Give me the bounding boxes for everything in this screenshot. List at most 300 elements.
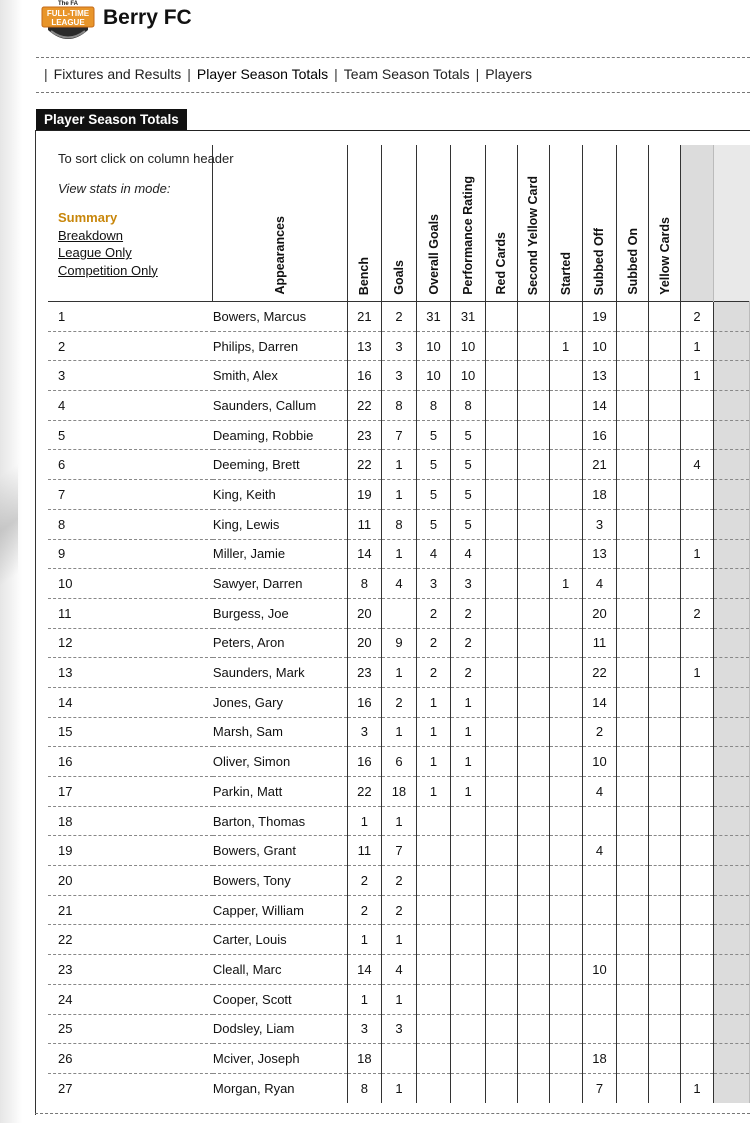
table-row [48, 331, 750, 361]
stat-cell [549, 925, 582, 955]
stat-cell: 10 [582, 955, 617, 985]
stat-cell: 2 [582, 717, 617, 747]
stat-cell: 18 [382, 777, 417, 807]
stat-cell: 1 [382, 450, 417, 480]
stat-cell [649, 480, 681, 510]
stat-cell: 3 [416, 569, 451, 599]
stat-cell: 11 [347, 836, 382, 866]
table-row [48, 658, 750, 688]
column-header-second-yellow-card[interactable] [517, 145, 549, 302]
column-header-label: Second Yellow Card [526, 175, 541, 295]
table-row [48, 777, 750, 807]
stat-cell [517, 1073, 549, 1102]
stat-cell: 2 [451, 658, 486, 688]
stat-cell [649, 1073, 681, 1102]
stat-cell: 6 [382, 747, 417, 777]
row-rank: 9 [48, 539, 213, 569]
stat-cell [649, 747, 681, 777]
column-header-performance-rating[interactable] [451, 145, 486, 302]
extra-cell [714, 984, 750, 1014]
stat-cell [680, 1014, 713, 1044]
stat-cell [649, 420, 681, 450]
fa-full-time-logo[interactable] [40, 0, 96, 46]
stat-cell [416, 984, 451, 1014]
player-name: Dodsley, Liam [213, 1014, 347, 1044]
stat-cell [617, 509, 649, 539]
stat-cell [649, 717, 681, 747]
stat-cell [485, 836, 517, 866]
column-header-subbed-on[interactable] [617, 145, 649, 302]
player-name: Morgan, Ryan [213, 1073, 347, 1102]
stat-cell [485, 302, 517, 332]
stat-cell: 3 [347, 1014, 382, 1044]
player-name: Bowers, Grant [213, 836, 347, 866]
stat-cell [485, 628, 517, 658]
stat-cell [617, 806, 649, 836]
stat-cell: 10 [416, 331, 451, 361]
column-header-bench[interactable] [347, 145, 382, 302]
stat-cell [680, 569, 713, 599]
stat-cell [451, 836, 486, 866]
nav-separator: | [44, 66, 48, 82]
stat-cell [617, 569, 649, 599]
stat-cell [549, 836, 582, 866]
stat-cell [416, 895, 451, 925]
stat-cell [549, 420, 582, 450]
column-header-subbed-off[interactable] [582, 145, 617, 302]
stat-cell [382, 1044, 417, 1074]
stat-cell [617, 628, 649, 658]
player-name: Sawyer, Darren [213, 569, 347, 599]
player-name: King, Lewis [213, 509, 347, 539]
column-header-overall-goals[interactable] [416, 145, 451, 302]
stat-cell [549, 539, 582, 569]
row-rank: 21 [48, 895, 213, 925]
stat-cell: 5 [416, 420, 451, 450]
stat-cell [485, 331, 517, 361]
row-rank: 8 [48, 509, 213, 539]
stat-cell: 5 [416, 509, 451, 539]
table-row [48, 480, 750, 510]
player-name: Parkin, Matt [213, 777, 347, 807]
stat-cell [549, 480, 582, 510]
extra-cell [714, 539, 750, 569]
logo-banner-line2: LEAGUE [51, 18, 85, 27]
logo-banner-line1: FULL-TIME [46, 9, 90, 18]
stat-cell [649, 598, 681, 628]
stat-cell: 10 [451, 361, 486, 391]
stat-cell [517, 806, 549, 836]
mode-summary[interactable]: Summary [58, 210, 118, 225]
stat-cell [485, 539, 517, 569]
player-name: Marsh, Sam [213, 717, 347, 747]
extra-cell [714, 1073, 750, 1102]
stat-cell: 8 [416, 391, 451, 421]
row-rank: 13 [48, 658, 213, 688]
table-row [48, 866, 750, 896]
nav-divider [36, 92, 750, 93]
stat-cell [485, 717, 517, 747]
table-row [48, 420, 750, 450]
column-header-label: Bench [357, 256, 372, 295]
stat-cell [649, 895, 681, 925]
extra-cell [714, 658, 750, 688]
stat-cell: 1 [416, 687, 451, 717]
table-row [48, 984, 750, 1014]
stat-cell: 2 [416, 628, 451, 658]
table-row [48, 955, 750, 985]
stat-cell [680, 984, 713, 1014]
stat-cell: 18 [582, 1044, 617, 1074]
row-rank: 17 [48, 777, 213, 807]
stat-cell [485, 866, 517, 896]
row-rank: 4 [48, 391, 213, 421]
stat-cell: 21 [582, 450, 617, 480]
player-name: Deeming, Brett [213, 450, 347, 480]
stat-cell: 16 [347, 747, 382, 777]
stat-cell: 2 [416, 658, 451, 688]
player-name: Saunders, Mark [213, 658, 347, 688]
stat-cell [680, 687, 713, 717]
row-rank: 2 [48, 331, 213, 361]
stat-cell: 1 [680, 539, 713, 569]
stat-cell: 8 [451, 391, 486, 421]
stat-cell: 18 [582, 480, 617, 510]
player-name: Cleall, Marc [213, 955, 347, 985]
column-header-label: Started [558, 251, 573, 295]
stat-cell [549, 717, 582, 747]
stat-cell: 5 [451, 509, 486, 539]
table-row [48, 539, 750, 569]
stat-cell [617, 895, 649, 925]
extra-cell [714, 747, 750, 777]
stat-cell: 1 [416, 747, 451, 777]
stat-cell [416, 1073, 451, 1102]
table-row [48, 925, 750, 955]
stat-cell: 2 [680, 302, 713, 332]
stat-cell: 1 [680, 361, 713, 391]
column-header-label: Subbed On [625, 228, 640, 295]
column-header-label: Yellow Cards [657, 217, 672, 295]
stat-cell [549, 302, 582, 332]
stat-cell [517, 687, 549, 717]
stat-cell [617, 1044, 649, 1074]
stat-cell [617, 836, 649, 866]
stat-cell [680, 806, 713, 836]
stat-cell: 3 [382, 361, 417, 391]
mode-league-only[interactable]: League Only [58, 245, 132, 260]
stat-cell [680, 895, 713, 925]
table-row [48, 450, 750, 480]
stat-cell: 5 [451, 480, 486, 510]
stat-cell [617, 450, 649, 480]
column-header-yellow-cards[interactable] [649, 145, 681, 302]
column-header-red-cards[interactable] [485, 145, 517, 302]
stat-cell: 4 [582, 836, 617, 866]
player-name: King, Keith [213, 480, 347, 510]
stat-cell: 1 [451, 777, 486, 807]
stat-cell [617, 598, 649, 628]
stat-cell [582, 925, 617, 955]
stat-cell [617, 925, 649, 955]
extra-cell [714, 598, 750, 628]
stat-cell [549, 777, 582, 807]
stat-cell: 21 [347, 302, 382, 332]
stat-cell: 4 [382, 569, 417, 599]
table-row [48, 1014, 750, 1044]
stat-cell [617, 361, 649, 391]
stat-cell [649, 450, 681, 480]
stat-cell: 10 [451, 331, 486, 361]
stat-cell: 3 [382, 1014, 417, 1044]
stat-cell [485, 598, 517, 628]
stat-cell [517, 955, 549, 985]
stat-cell [617, 391, 649, 421]
stat-cell [517, 539, 549, 569]
stat-cell [617, 1073, 649, 1102]
stat-cell [680, 955, 713, 985]
stat-cell [416, 1014, 451, 1044]
extra-cell [714, 628, 750, 658]
player-name: Deaming, Robbie [213, 420, 347, 450]
table-row [48, 1073, 750, 1102]
stat-cell: 4 [416, 539, 451, 569]
stat-cell: 10 [582, 747, 617, 777]
stat-cell [517, 836, 549, 866]
extra-cell [714, 450, 750, 480]
row-rank: 23 [48, 955, 213, 985]
mode-breakdown[interactable]: Breakdown [58, 227, 124, 243]
stat-cell [451, 806, 486, 836]
extra-cell [714, 806, 750, 836]
table-row [48, 598, 750, 628]
row-rank: 12 [48, 628, 213, 658]
column-header-label: Red Cards [494, 232, 509, 295]
stat-cell [680, 925, 713, 955]
row-rank: 24 [48, 984, 213, 1014]
table-row [48, 836, 750, 866]
stat-cell: 8 [382, 391, 417, 421]
stat-cell [485, 509, 517, 539]
stat-cell [649, 658, 681, 688]
stat-cell [549, 895, 582, 925]
nav-players[interactable]: Players [485, 66, 532, 82]
nav-team-season-totals[interactable]: Team Season Totals [343, 66, 470, 82]
stat-cell: 1 [451, 717, 486, 747]
extra-cell [714, 777, 750, 807]
table-row [48, 361, 750, 391]
player-name: Bowers, Tony [213, 866, 347, 896]
stat-cell: 5 [416, 480, 451, 510]
nav-player-season-totals[interactable]: Player Season Totals [196, 66, 329, 82]
stat-cell: 4 [582, 777, 617, 807]
stat-cell [549, 955, 582, 985]
stat-cell [416, 925, 451, 955]
stat-cell [649, 984, 681, 1014]
column-header-started[interactable] [549, 145, 582, 302]
stat-cell: 4 [680, 450, 713, 480]
stat-cell [485, 450, 517, 480]
stat-cell [617, 331, 649, 361]
page-side-shadow [0, 0, 22, 1123]
row-rank: 7 [48, 480, 213, 510]
section-nav [44, 64, 538, 84]
player-name: Philips, Darren [213, 331, 347, 361]
stat-cell [451, 1014, 486, 1044]
stat-cell: 23 [347, 658, 382, 688]
stat-cell [517, 420, 549, 450]
extra-cell [714, 302, 750, 332]
extra-cell [714, 331, 750, 361]
stat-cell: 1 [382, 717, 417, 747]
row-rank: 1 [58, 308, 66, 324]
nav-separator: | [475, 66, 480, 82]
stat-cell [680, 509, 713, 539]
column-header-label: Overall Goals [426, 214, 441, 295]
stat-cell: 22 [582, 658, 617, 688]
player-name: Peters, Aron [213, 628, 347, 658]
stat-cell: 1 [382, 1073, 417, 1102]
stat-cell: 1 [680, 1073, 713, 1102]
table-row [48, 509, 750, 539]
stat-cell [517, 658, 549, 688]
stat-cell [485, 480, 517, 510]
table-row [48, 747, 750, 777]
column-header-label: Appearances [272, 216, 287, 295]
stat-cell [649, 955, 681, 985]
stat-cell [485, 747, 517, 777]
stat-cell [649, 361, 681, 391]
row-rank: 11 [48, 598, 213, 628]
stat-cell [617, 777, 649, 807]
view-options-panel [58, 150, 244, 279]
player-name: Burgess, Joe [213, 598, 347, 628]
column-header-goals[interactable] [382, 145, 417, 302]
stat-cell: 3 [451, 569, 486, 599]
stat-cell [517, 866, 549, 896]
column-header-label: Goals [391, 260, 406, 295]
stat-cell: 2 [382, 687, 417, 717]
stat-cell: 2 [416, 598, 451, 628]
stat-cell [549, 509, 582, 539]
stat-cell [485, 1014, 517, 1044]
stat-cell [617, 687, 649, 717]
mode-competition-only[interactable]: Competition Only [58, 262, 158, 278]
stat-cell: 20 [347, 598, 382, 628]
stat-cell [416, 836, 451, 866]
stat-cell: 2 [451, 628, 486, 658]
stat-cell [549, 1044, 582, 1074]
table-body [48, 302, 750, 1103]
stat-cell [680, 777, 713, 807]
extra-cell [714, 569, 750, 599]
row-rank: 27 [48, 1073, 213, 1102]
stat-cell: 4 [582, 569, 617, 599]
stat-cell [451, 1044, 486, 1074]
stat-cell [382, 598, 417, 628]
stat-cell [582, 895, 617, 925]
stat-cell: 11 [347, 509, 382, 539]
stat-cell [485, 420, 517, 450]
table-row [48, 391, 750, 421]
player-name: Carter, Louis [213, 925, 347, 955]
stat-cell [451, 925, 486, 955]
stat-cell: 2 [382, 866, 417, 896]
stat-cell: 1 [416, 717, 451, 747]
column-header-extra-1 [680, 145, 713, 302]
stat-cell: 1 [347, 984, 382, 1014]
stat-cell: 1 [549, 569, 582, 599]
stat-cell [617, 480, 649, 510]
stat-cell: 3 [582, 509, 617, 539]
stat-cell [680, 480, 713, 510]
stat-cell [517, 598, 549, 628]
stat-cell [549, 391, 582, 421]
section-title-rule [36, 130, 750, 131]
stat-cell [549, 598, 582, 628]
stat-cell [680, 391, 713, 421]
row-rank: 25 [48, 1014, 213, 1044]
stat-cell [617, 984, 649, 1014]
header-divider [36, 57, 750, 58]
stat-cell [517, 361, 549, 391]
stat-cell [517, 391, 549, 421]
section-title-tab: Player Season Totals [36, 109, 187, 131]
stat-cell: 1 [347, 925, 382, 955]
stat-cell: 13 [582, 361, 617, 391]
stat-cell [485, 658, 517, 688]
stat-cell: 1 [680, 331, 713, 361]
row-rank: 6 [48, 450, 213, 480]
stat-cell [649, 569, 681, 599]
stat-cell [582, 984, 617, 1014]
stat-cell: 13 [582, 539, 617, 569]
site-header [40, 0, 740, 50]
stat-cell [517, 895, 549, 925]
nav-fixtures-and-results[interactable]: Fixtures and Results [53, 66, 182, 82]
column-header-label: Subbed Off [592, 227, 607, 295]
stat-cell [549, 687, 582, 717]
stat-cell [485, 1044, 517, 1074]
stat-cell: 8 [347, 1073, 382, 1102]
stat-cell [649, 806, 681, 836]
stat-cell: 2 [451, 598, 486, 628]
stat-cell: 1 [382, 984, 417, 1014]
stat-cell [451, 866, 486, 896]
stat-cell: 1 [382, 539, 417, 569]
stat-cell [416, 955, 451, 985]
extra-cell [714, 687, 750, 717]
stat-cell [549, 658, 582, 688]
stat-cell [451, 1073, 486, 1102]
table-row [48, 1044, 750, 1074]
stat-cell [549, 450, 582, 480]
stat-cell: 1 [416, 777, 451, 807]
stat-cell [517, 480, 549, 510]
player-name: Oliver, Simon [213, 747, 347, 777]
row-rank: 3 [48, 361, 213, 391]
table-row [48, 717, 750, 747]
player-name: Mciver, Joseph [213, 1044, 347, 1074]
stat-cell: 5 [451, 450, 486, 480]
extra-cell [714, 1014, 750, 1044]
extra-cell [714, 480, 750, 510]
player-name: Saunders, Callum [213, 391, 347, 421]
stat-cell [517, 1044, 549, 1074]
stat-cell: 7 [582, 1073, 617, 1102]
stat-cell [649, 302, 681, 332]
stat-cell: 22 [347, 391, 382, 421]
